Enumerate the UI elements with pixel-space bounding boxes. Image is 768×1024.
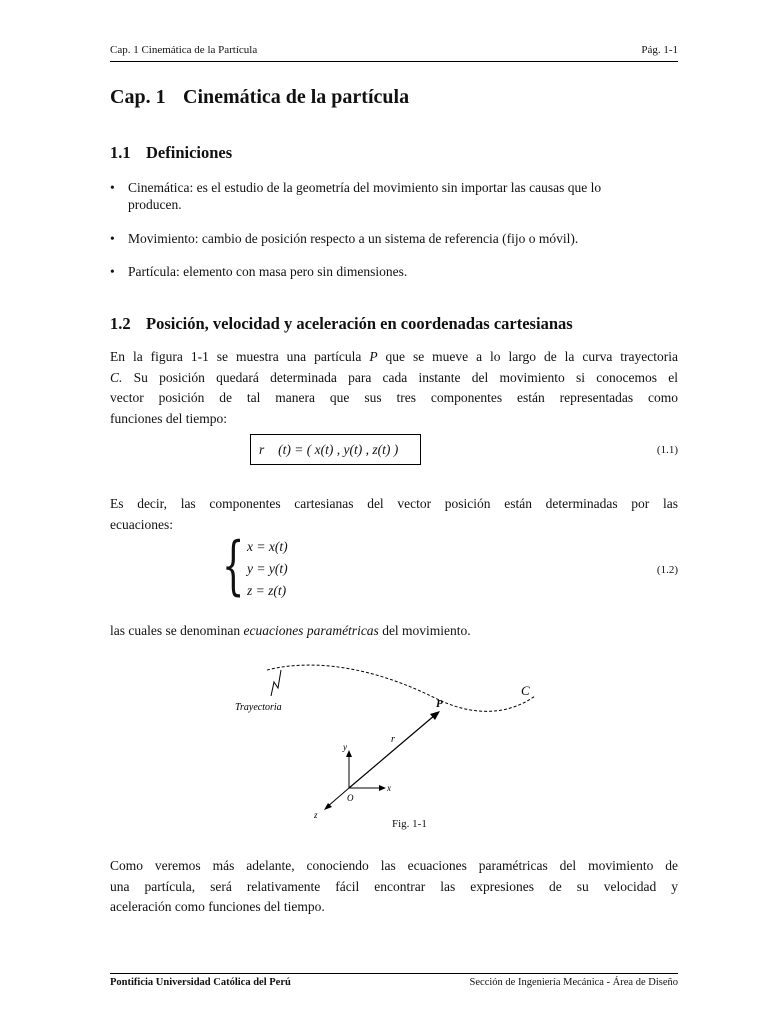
equation-1: r⃗ (t) = ( x(t) , y(t) , z(t) ) bbox=[259, 442, 399, 457]
equation-2-system bbox=[222, 529, 342, 606]
trajectory-label: Trayectoria bbox=[235, 702, 282, 713]
bullet-dot: • bbox=[110, 264, 115, 279]
bullet-line: Cinemática: es el estudio de la geometría del movimiento sin importar las causas que lo bbox=[128, 180, 602, 195]
text-line: vector posición de tal manera que sus tres componentes están representadas como bbox=[110, 390, 678, 405]
section-2-heading bbox=[110, 314, 573, 334]
z-axis bbox=[327, 788, 349, 807]
section-2-title: Posición, velocidad y aceleración en coordenadas cartesianas bbox=[146, 314, 573, 333]
italic-term: ecuaciones paramétricas bbox=[243, 623, 379, 638]
text-run: del movimiento. bbox=[378, 623, 471, 638]
figure-caption: Fig. 1-1 bbox=[392, 818, 427, 830]
footer-institution: Pontificia Universidad Católica del Perú bbox=[110, 977, 291, 988]
bullet-dot: • bbox=[110, 180, 115, 195]
equation-line: y = y(t) bbox=[247, 561, 288, 576]
curve-c-label: C bbox=[521, 683, 530, 698]
equation-2-number: (1.2) bbox=[656, 564, 678, 576]
chapter-title bbox=[110, 86, 409, 109]
left-brace: { bbox=[222, 529, 245, 603]
text-run: las cuales se denominan bbox=[110, 623, 244, 638]
text-line: Es decir, las componentes cartesianas del vector posición están determinadas por las bbox=[110, 496, 678, 511]
particle-symbol: P bbox=[369, 349, 378, 364]
section-1-title: Definiciones bbox=[146, 143, 233, 162]
bullet-line: Partícula: elemento con masa pero sin dimensiones. bbox=[128, 264, 408, 279]
paragraph-3 bbox=[110, 621, 678, 642]
bullet-item bbox=[110, 179, 678, 213]
page-header bbox=[110, 40, 678, 60]
text-line: ecuaciones: bbox=[110, 516, 173, 532]
curve-symbol: C. bbox=[110, 369, 123, 385]
footer-department: Sección de Ingeniería Mecánica - Área de Diseño bbox=[469, 977, 678, 988]
text-line: Como veremos más adelante, conociendo las ecuaciones paramétricas del movimiento de bbox=[110, 858, 678, 873]
trajectory-pointer bbox=[271, 670, 281, 696]
bullet-dot: • bbox=[110, 231, 115, 246]
z-axis-label: z bbox=[314, 810, 318, 820]
bullet-item bbox=[110, 263, 678, 280]
vector-r-label: r⃗ bbox=[391, 734, 403, 745]
equation-1-box bbox=[250, 434, 421, 465]
paragraph-1 bbox=[110, 347, 678, 429]
y-axis-label: y bbox=[343, 742, 347, 752]
text-run: Su posición quedará determinada para cada instante del movimiento si conocemos el bbox=[122, 369, 678, 385]
chapter-number: Cap. 1 bbox=[110, 86, 166, 108]
header-rule bbox=[110, 61, 678, 62]
text-run: En la figura 1-1 se muestra una partícula bbox=[110, 349, 370, 364]
text-run: que se mueve a lo largo de la curva trayectoria bbox=[377, 349, 678, 364]
bullet-line: Movimiento: cambio de posición respecto a un sistema de referencia (fijo o móvil). bbox=[128, 231, 579, 246]
origin-label: O bbox=[347, 793, 354, 803]
position-vector bbox=[349, 715, 435, 788]
header-page-number: Pág. 1-1 bbox=[641, 44, 678, 56]
header-chapter: Cap. 1 Cinemática de la Partícula bbox=[110, 44, 258, 56]
equation-1-number: (1.1) bbox=[656, 444, 678, 456]
equation-line: z = z(t) bbox=[247, 583, 287, 598]
section-2-number: 1.2 bbox=[110, 314, 131, 333]
bullet-item bbox=[110, 230, 678, 247]
x-axis-arrow bbox=[379, 785, 386, 791]
section-1-number: 1.1 bbox=[110, 143, 131, 162]
chapter-name: Cinemática de la partícula bbox=[183, 86, 410, 108]
trajectory-curve bbox=[267, 665, 535, 711]
figure-1-1 bbox=[225, 658, 555, 833]
bullet-line: producen. bbox=[128, 197, 182, 212]
text-line: funciones del tiempo: bbox=[110, 410, 227, 426]
section-1-heading bbox=[110, 143, 232, 163]
equation-line: x = x(t) bbox=[247, 539, 288, 554]
point-p-label: P bbox=[436, 698, 443, 710]
paragraph-2 bbox=[110, 494, 678, 535]
text-line: aceleración como funciones del tiempo. bbox=[110, 899, 325, 914]
x-axis-label: x bbox=[387, 783, 391, 793]
paragraph-4 bbox=[110, 856, 678, 918]
footer-rule bbox=[110, 973, 678, 974]
text-line: una partícula, será relativamente fácil encontrar las expresiones de su velocidad y bbox=[110, 878, 678, 894]
